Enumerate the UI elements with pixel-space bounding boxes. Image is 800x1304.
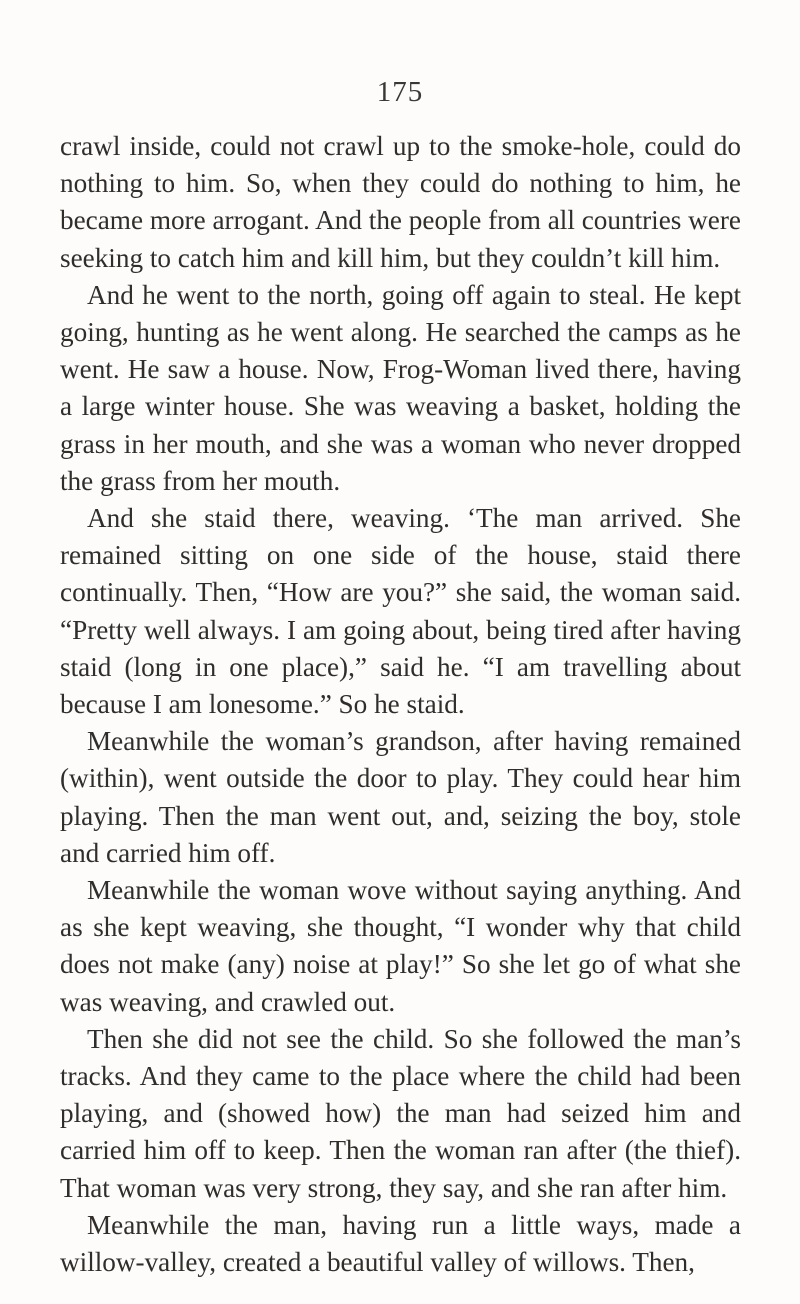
paragraph-continuation: crawl inside, could not crawl up to the smoke-hole, could do nothing to him. So, when they could do nothing to him, he became more arrogant. And the people from all countries were seeking to catch him and kill him, but they couldn’t kill him. [60,131,741,273]
paragraph: Meanwhile the woman wove without saying anything. And as she kept weaving, she thought, “I wonder why that child does not make (any) noise at play!” So she let go of what she was weaving, and crawled out. [60,875,741,1017]
paragraph: Then she did not see the child. So she followed the man’s tracks. And they came to the place where the child had been playing, and (showed how) the man had seized him and carried him off to keep. Then the woman ran after (the thief). That woman was very strong, they say, and she ran after him. [60,1023,741,1203]
paragraph: Meanwhile the woman’s grandson, after having remained (within), went outside the door to play. They could hear him playing. Then the man went out, and, seizing the boy, stole and carried him off. [60,726,741,868]
paragraph: And he went to the north, going off again to steal. He kept going, hunting as he went along. He searched the camps as he went. He saw a house. Now, Frog-Woman lived there, having a large winter house. She was weaving a basket, holding the grass in her mouth, and she was a woman who never dropped the grass from her mouth. [60,279,741,496]
paragraph: And she staid there, weaving. ‘The man arrived. She remained sitting on one side of the house, staid there continually. Then, “How are you?” she said, the woman said. “Pretty well always. I am going about, being tired after having staid (long in one place),” said he. “I am travelling about because I am lonesome.” So he staid. [60,503,741,720]
paragraph: Meanwhile the man, having run a little ways, made a willow-valley, created a beautiful valley of willows. Then, [60,1209,741,1278]
page-number: 175 [376,76,424,108]
body-text [60,128,741,1281]
